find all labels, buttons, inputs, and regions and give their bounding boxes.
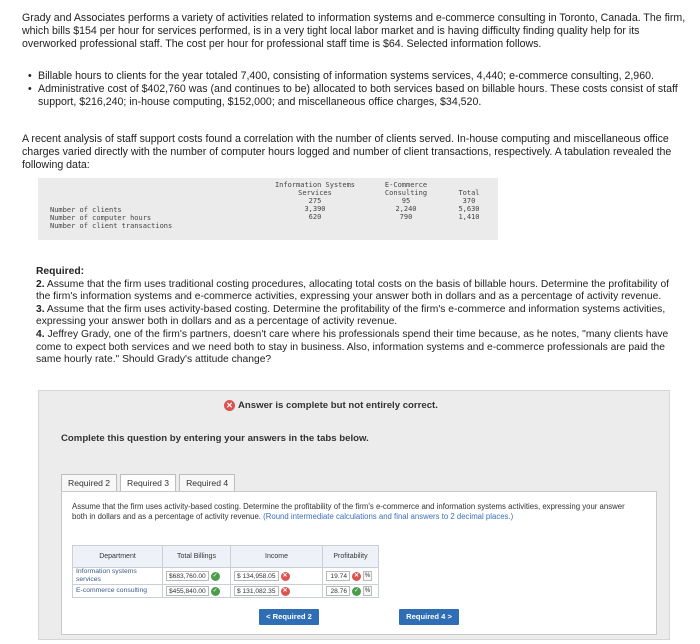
- profitability-table: [72, 545, 379, 598]
- info-clients: 275: [308, 197, 322, 205]
- dept-ecommerce: E-commerce consulting: [73, 585, 163, 598]
- required-section: [36, 266, 686, 367]
- profitability-input[interactable]: 19.74: [326, 571, 350, 581]
- billings-input[interactable]: $683,760.00: [166, 571, 209, 581]
- row-label-transactions: Number of client transactions: [50, 222, 173, 230]
- required-item-2: 2. Assume that the firm uses traditional costing procedures, allocating total costs on the basis of billable hours. Determine the profitability of the firm's information systems and e-commerce activities, expressing your answer both in dollars and as a percentage of activity revenue.: [36, 278, 670, 303]
- dept-info-systems: Information systems services: [73, 568, 163, 585]
- total-computer-hours: 5,630: [458, 205, 480, 213]
- answer-status: ✕ Answer is complete but not entirely correct.: [224, 400, 438, 411]
- header-total-billings: Total Billings: [163, 546, 231, 568]
- col-header-info: Information Systems Services: [274, 181, 356, 197]
- header-department: Department: [73, 546, 163, 568]
- ecom-computer-hours: 2,240: [395, 205, 417, 213]
- answer-instruction: Complete this question by entering your answers in the tabs below.: [61, 433, 369, 444]
- panel-rounding-note: (Round intermediate calculations and final answers to 2 decimal places.): [263, 511, 514, 521]
- error-x-icon: ✕: [224, 400, 235, 411]
- answer-tabs: [61, 474, 238, 491]
- ecom-clients: 95: [401, 197, 411, 205]
- check-icon: ✓: [212, 573, 218, 579]
- info-computer-hours: 3,390: [304, 205, 326, 213]
- error-x-icon: ✕: [282, 588, 288, 594]
- percent-label: %: [364, 573, 371, 579]
- bullet-item: • Administrative cost of $402,760 was (and continues to be) allocated to both services based on billable hours. These costs consist of staff support, $216,240; in-house computing, $152,000; and miscellaneous office charges, $34,520.: [28, 83, 678, 108]
- col-header-ecom: E-Commerce Consulting: [384, 181, 428, 197]
- error-x-icon: ✕: [282, 573, 288, 579]
- analysis-text: A recent analysis of staff support costs found a correlation with the number of clients served. In-house computing and miscellaneous office charges varied directly with the number of computer hours logged and number of client transactions, respectively. A tabulation revealed the following data:: [22, 133, 672, 171]
- tab-required-2[interactable]: Required 2: [61, 474, 117, 491]
- tab-required-3[interactable]: Required 3: [120, 474, 176, 491]
- header-income: Income: [231, 546, 323, 568]
- error-x-icon: ✕: [353, 573, 360, 579]
- check-icon: ✓: [212, 588, 218, 594]
- bullet-item: • Billable hours to clients for the year totaled 7,400, consisting of information systems services, 4,440; e-commerce consulting, 2,960.: [28, 70, 654, 82]
- info-transactions: 620: [308, 213, 322, 221]
- required-item-3: 3. Assume that the firm uses activity-based costing. Determine the profitability of the firm's e-commerce and information systems activities, expressing your answer both in dollars and as a percentage of activity revenue.: [36, 303, 666, 328]
- income-input[interactable]: $ 134,958.05: [234, 571, 279, 581]
- tab-required-4[interactable]: Required 4: [179, 474, 235, 491]
- problem-intro: Grady and Associates performs a variety of activities related to information systems and e-commerce consulting in Toronto, Canada. The firm, which bills $154 per hour for services performed, is in a very tight local labor market and is having difficulty finding quality help for its overworked professional staff. The cost per hour for professional staff time is $64. Selected information follows.: [22, 12, 686, 50]
- income-input[interactable]: $ 131,082.35: [234, 586, 279, 596]
- table-row: [73, 568, 379, 585]
- tab-panel-required-3: [61, 491, 657, 635]
- problem-bullets: [22, 70, 690, 109]
- table-header-row: [73, 546, 379, 568]
- row-label-clients: Number of clients: [50, 206, 122, 214]
- percent-label: %: [364, 588, 371, 594]
- prev-required-button[interactable]: < Required 2: [259, 609, 319, 625]
- col-header-total: Total: [458, 189, 480, 197]
- activity-data-table: [38, 178, 498, 240]
- check-icon: ✓: [353, 588, 360, 594]
- required-heading: Required:: [36, 266, 85, 277]
- row-label-computer-hours: Number of computer hours: [50, 214, 152, 222]
- billings-input[interactable]: $455,840.00: [166, 586, 209, 596]
- table-row: [73, 585, 379, 598]
- profitability-input[interactable]: 28.76: [326, 586, 350, 596]
- next-required-button[interactable]: Required 4 >: [399, 609, 459, 625]
- ecom-transactions: 790: [399, 213, 413, 221]
- total-clients: 370: [462, 197, 476, 205]
- answer-box: [38, 390, 670, 640]
- total-transactions: 1,410: [458, 213, 480, 221]
- header-profitability: Profitability: [323, 546, 379, 568]
- required-item-4: 4. Jeffrey Grady, one of the firm's partners, doesn't care where his professionals spend their time because, as he notes, "many clients have come to expect both services and we need both to stay in business. Also, information systems and e-commerce professionals are paid the same hourly rate." Should Grady's attitude change?: [36, 328, 669, 366]
- panel-question: Assume that the firm uses activity-based costing. Determine the profitability of the firm's e-commerce and information systems activities, expressing your answer both in dollars and as a percentage of activity revenue. (Round intermediate calculations and final answers to 2 decimal places.): [72, 502, 625, 521]
